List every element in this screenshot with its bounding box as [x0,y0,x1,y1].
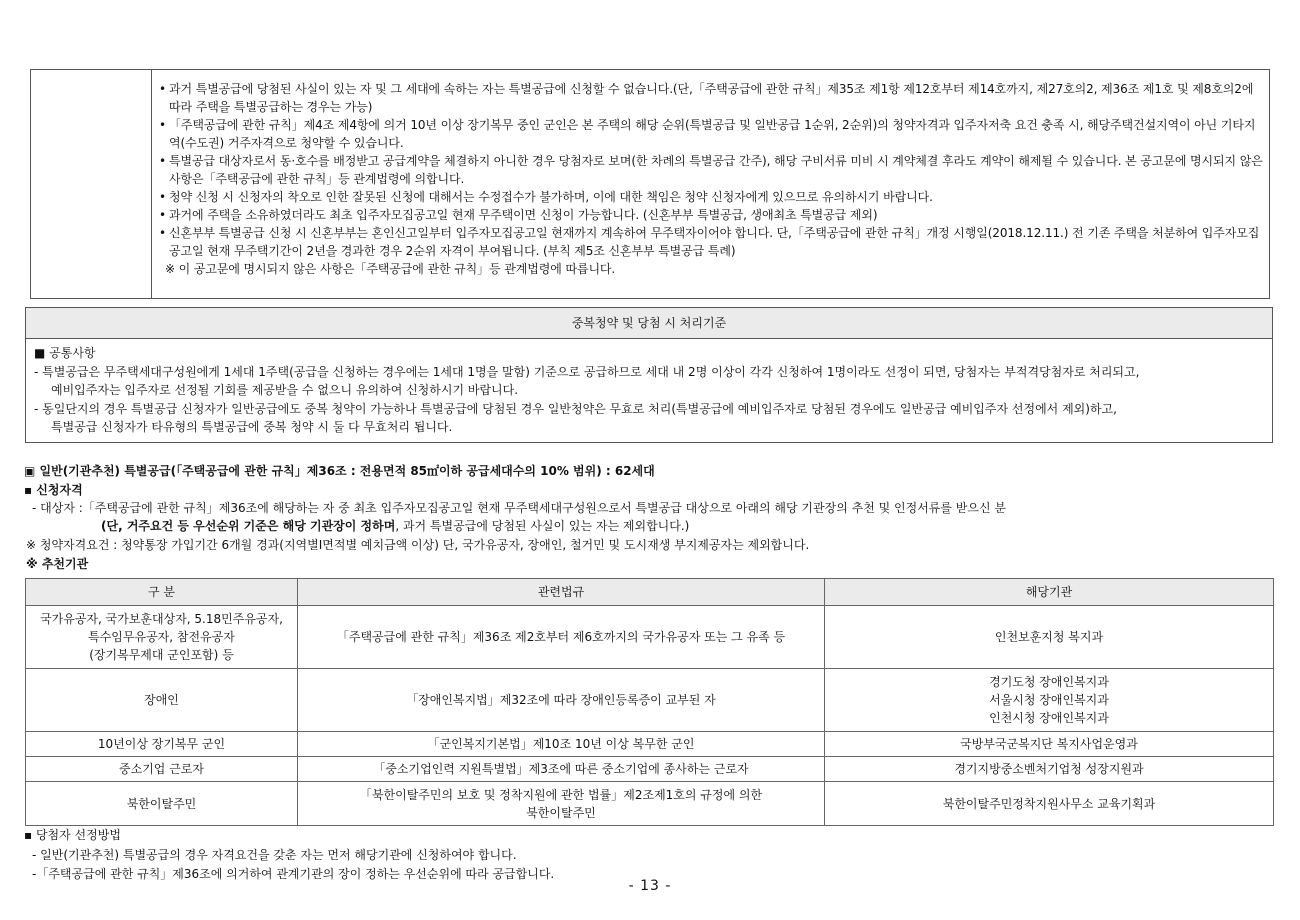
qualification-heading: ▪ 신청자격 [24,483,83,497]
duplicate-item-1-cont: 예비입주자는 입주자로 선정될 기회를 제공받을 수 없으니 유의하여 신청하시기 바랍니다. [51,383,519,397]
table-row [26,782,1274,826]
table-row [26,606,1274,669]
selection-heading: ▪ 당첨자 선정방법 [24,828,121,842]
bullet-icon: • [159,190,166,204]
category-cell: 장애인 [26,669,298,732]
duplicate-item-2-cont: 특별공급 신청자가 타유형의 특별공급에 중복 청약 시 둘 다 무효처리 됩니다. [51,420,453,434]
category-cell: 중소기업 근로자 [26,757,298,782]
bullet-icon: • [159,154,166,168]
duplicate-item-1: - 특별공급은 무주택세대구성원에게 1세대 1주택(공급을 신청하는 경우에는 1세대 1명을 말함) 기준으로 공급하므로 세대 내 2명 이상이 각각 신청하여 1명이라도 선정이 되면, 당첨자는 부적격당첨자로 처리되고, [34,364,1140,379]
bullet-icon: • [159,226,166,240]
duplicate-box-title: 중복청약 및 당첨 시 처리기준 [26,308,1272,339]
rule-item: • 「주택공급에 관한 규칙」제4조 제4항에 의거 10년 이상 장기복무 중인 군인은 본 주택의 해당 순위(특별공급 및 일반공급 1순위, 2순위)의 청약자격과 입주자저축 요건 충족 시, 해당주택건설지역이 아닌 기타지역(수도권) 거주자격으로 청약할 수 있습니다. [159,118,1256,150]
section-heading: ▣ 일반(기관추천) 특별공급(「주택공급에 관한 규칙」제36조 : 전용면적 85㎡이하 공급세대수의 10% 범위) : 62세대 [24,464,655,478]
law-cell: 「주택공급에 관한 규칙」제36조 제2호부터 제6호까지의 국가유공자 또는 그 유족 등 [298,606,825,669]
selection-line-1: - 일반(기관추천) 특별공급의 경우 자격요건을 갖춘 자는 먼저 해당기관에 신청하여야 합니다. [32,848,517,862]
special-supply-rules-box [30,69,1270,299]
category-cell: 북한이탈주민 [26,782,298,826]
table-row [26,757,1274,782]
duplicate-item-2: - 동일단지의 경우 특별공급 신청자가 일반공급에도 중복 청약이 가능하나 특별공급에 당첨된 경우 일반청약은 무효로 처리(특별공급에 예비입주자로 당첨된 경우에도 일반공급 예비입주자 선정에서 제외)하고, [34,401,1117,416]
rule-item: • 과거 특별공급에 당첨된 사실이 있는 자 및 그 세대에 속하는 자는 특별공급에 신청할 수 없습니다.(단,「주택공급에 관한 규칙」제35조 제1항 제12호부터 제14호까지, 제27호의2, 제36조 제1호 및 제8호의2에 따라 주택을 특별공급하는 경우는 가능) [159,82,1254,114]
category-cell: 10년이상 장기복무 군인 [26,732,298,757]
rule-item: • 특별공급 대상자로서 동·호수를 배정받고 공급계약을 체결하지 아니한 경우 당첨자로 보며(한 차례의 특별공급 간주), 해당 구비서류 미비 시 계약체결 후라도 계약이 해제될 수 있습니다. 본 공고문에 명시되지 않은 사항은「주택공급에 관한 규칙」등 관계법령에 의합니다. [159,154,1263,186]
duplicate-box-body [34,344,1264,437]
rules-note: ※ 이 공고문에 명시되지 않은 사항은「주택공급에 관한 규칙」등 관계법령에 따릅니다. [165,262,616,276]
table-row [26,732,1274,757]
common-heading: ■ 공통사항 [34,346,96,360]
law-cell: 「장애인복지법」제32조에 따라 장애인등록증이 교부된 자 [298,669,825,732]
category-cell: 국가유공자, 국가보훈대상자, 5.18민주유공자, 특수임무유공자, 참전유공자 (장기복무제대 군인포함) 등 [26,606,298,669]
table-row [26,669,1274,732]
table-header-row [26,579,1274,606]
rules-list [159,80,1265,278]
law-cell: 「군인복지기본법」제10조 10년 이상 복무한 군인 [298,732,825,757]
agency-cell: 국방부국군복지단 복지사업운영과 [825,732,1274,757]
rule-item: • 과거에 주택을 소유하였더라도 최초 입주자모집공고일 현재 무주택이면 신청이 가능합니다. (신혼부부 특별공급, 생애최초 특별공급 제외) [159,208,878,222]
bullet-icon: • [159,208,166,222]
law-cell: 「북한이탈주민의 보호 및 정착지원에 관한 법률」제2조제1호의 규정에 의한 북한이탈주민 [298,782,825,826]
recommendation-heading: ※ 추천기관 [26,557,89,571]
column-header-law: 관련법규 [298,579,825,606]
selection-line-2: -「주택공급에 관한 규칙」제36조에 의거하여 관계기관의 장이 정하는 우선순위에 따라 공급합니다. [32,867,555,881]
agency-cell: 경기지방중소벤처기업청 성장지원과 [825,757,1274,782]
agency-cell: 경기도청 장애인복지과 서울시청 장애인복지과 인천시청 장애인복지과 [825,669,1274,732]
requirement-line: ※ 청약자격요건 : 청약통장 가입기간 6개월 경과(지역별I면적별 예치금액 이상) 단, 국가유공자, 장애인, 철거민 및 도시재생 부지제공자는 제외합니다. [26,538,810,552]
duplicate-application-box [25,307,1273,443]
page-number: - 13 - [628,878,672,894]
column-header-category: 구 분 [26,579,298,606]
recommendation-table [25,578,1274,826]
law-cell: 「중소기업인력 지원특별법」제3조에 따른 중소기업에 종사하는 근로자 [298,757,825,782]
rules-label-cell [31,70,152,298]
agency-cell: 북한이탈주민정착지원사무소 교육기획과 [825,782,1274,826]
rule-item: • 신혼부부 특별공급 신청 시 신혼부부는 혼인신고일부터 입주자모집공고일 현재까지 계속하여 무주택자이어야 합니다. 단,「주택공급에 관한 규칙」개정 시행일(2018.12.11.) 전 기존 주택을 처분하여 입주자모집공고일 현재 무주택기간이 2년을 경과한 경우 2순위 자격이 부여됩니다. (부칙 제5조 신혼부부 특별공급 특례) [159,226,1260,258]
bullet-icon: • [159,82,166,96]
agency-cell: 인천보훈지청 복지과 [825,606,1274,669]
rule-item: • 청약 신청 시 신청자의 착오로 인한 잘못된 신청에 대해서는 수정접수가 불가하며, 이에 대한 책임은 청약 신청자에게 있으므로 유의하시기 바랍니다. [159,190,933,204]
column-header-agency: 해당기관 [825,579,1274,606]
target-line-cont: (단, 거주요건 등 우선순위 기준은 해당 기관장이 정하며, 과거 특별공급에 당첨된 사실이 있는 자는 제외합니다.) [101,519,690,533]
bullet-icon: • [159,118,166,132]
target-line: - 대상자 :「주택공급에 관한 규칙」제36조에 해당하는 자 중 최초 입주자모집공고일 현재 무주택세대구성원으로서 특별공급 대상으로 아래의 해당 기관장의 추천 및 인정서류를 받으신 분 [32,501,1006,515]
